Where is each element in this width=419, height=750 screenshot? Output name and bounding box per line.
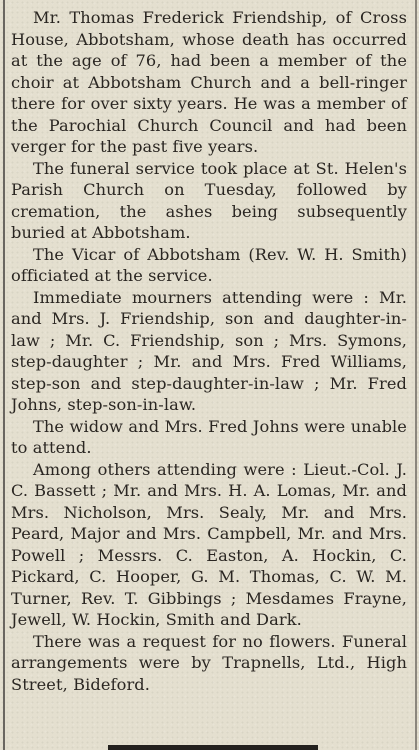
paragraph-other-attendees: Among others attending were : Lieut.-Col. J. C. Bassett ; Mr. and Mrs. H. A. Lomas, Mr. and Mrs. Nicholson, Mrs. Sealy, Mr. and Mrs. Peard, Major and Mrs. Campbell, Mr. and Mrs. Powell ; Messrs. C. Easton, A. Hockin, C. Pickard, C. Hooper, G. M. Thomas, C. W. M. Turner, Rev. T. Gibbings ; Mesdames Frayne, Jewell, W. Hockin, Smith and Dark. bbox=[11, 459, 407, 629]
column-rule-right bbox=[415, 0, 417, 750]
paragraph-arrangements: There was a request for no flowers. Funeral arrangements were by Trapnells, Ltd., High Street, Bideford. bbox=[11, 631, 407, 694]
obituary-column bbox=[11, 7, 407, 695]
paragraph-intro: Mr. Thomas Frederick Friendship, of Cross House, Abbotsham, whose death has occurred at the age of 76, had been a member of the choir at Abbotsham Church and a bell-ringer there for over sixty years. He was a member of the Parochial Church Council and had been verger for the past five years. bbox=[11, 8, 407, 156]
bottom-rule bbox=[108, 745, 318, 750]
paragraph-immediate-mourners: Immediate mourners attending were : Mr. and Mrs. J. Friendship, son and daughter-in-law ; Mr. C. Friendship, son ; Mrs. Symons, step-daughter ; Mr. and Mrs. Fred Williams, step-son and step-daughter-in-law ; Mr. Fred Johns, step-son-in-law. bbox=[11, 287, 407, 414]
paragraph-absent: The widow and Mrs. Fred Johns were unable to attend. bbox=[11, 416, 407, 457]
column-rule-left bbox=[3, 0, 5, 750]
paragraph-funeral-service: The funeral service took place at St. Helen's Parish Church on Tuesday, followed by cremation, the ashes being subsequently buried at Abbotsham. bbox=[11, 158, 407, 242]
paragraph-officiant: The Vicar of Abbotsham (Rev. W. H. Smith) officiated at the service. bbox=[11, 244, 407, 285]
